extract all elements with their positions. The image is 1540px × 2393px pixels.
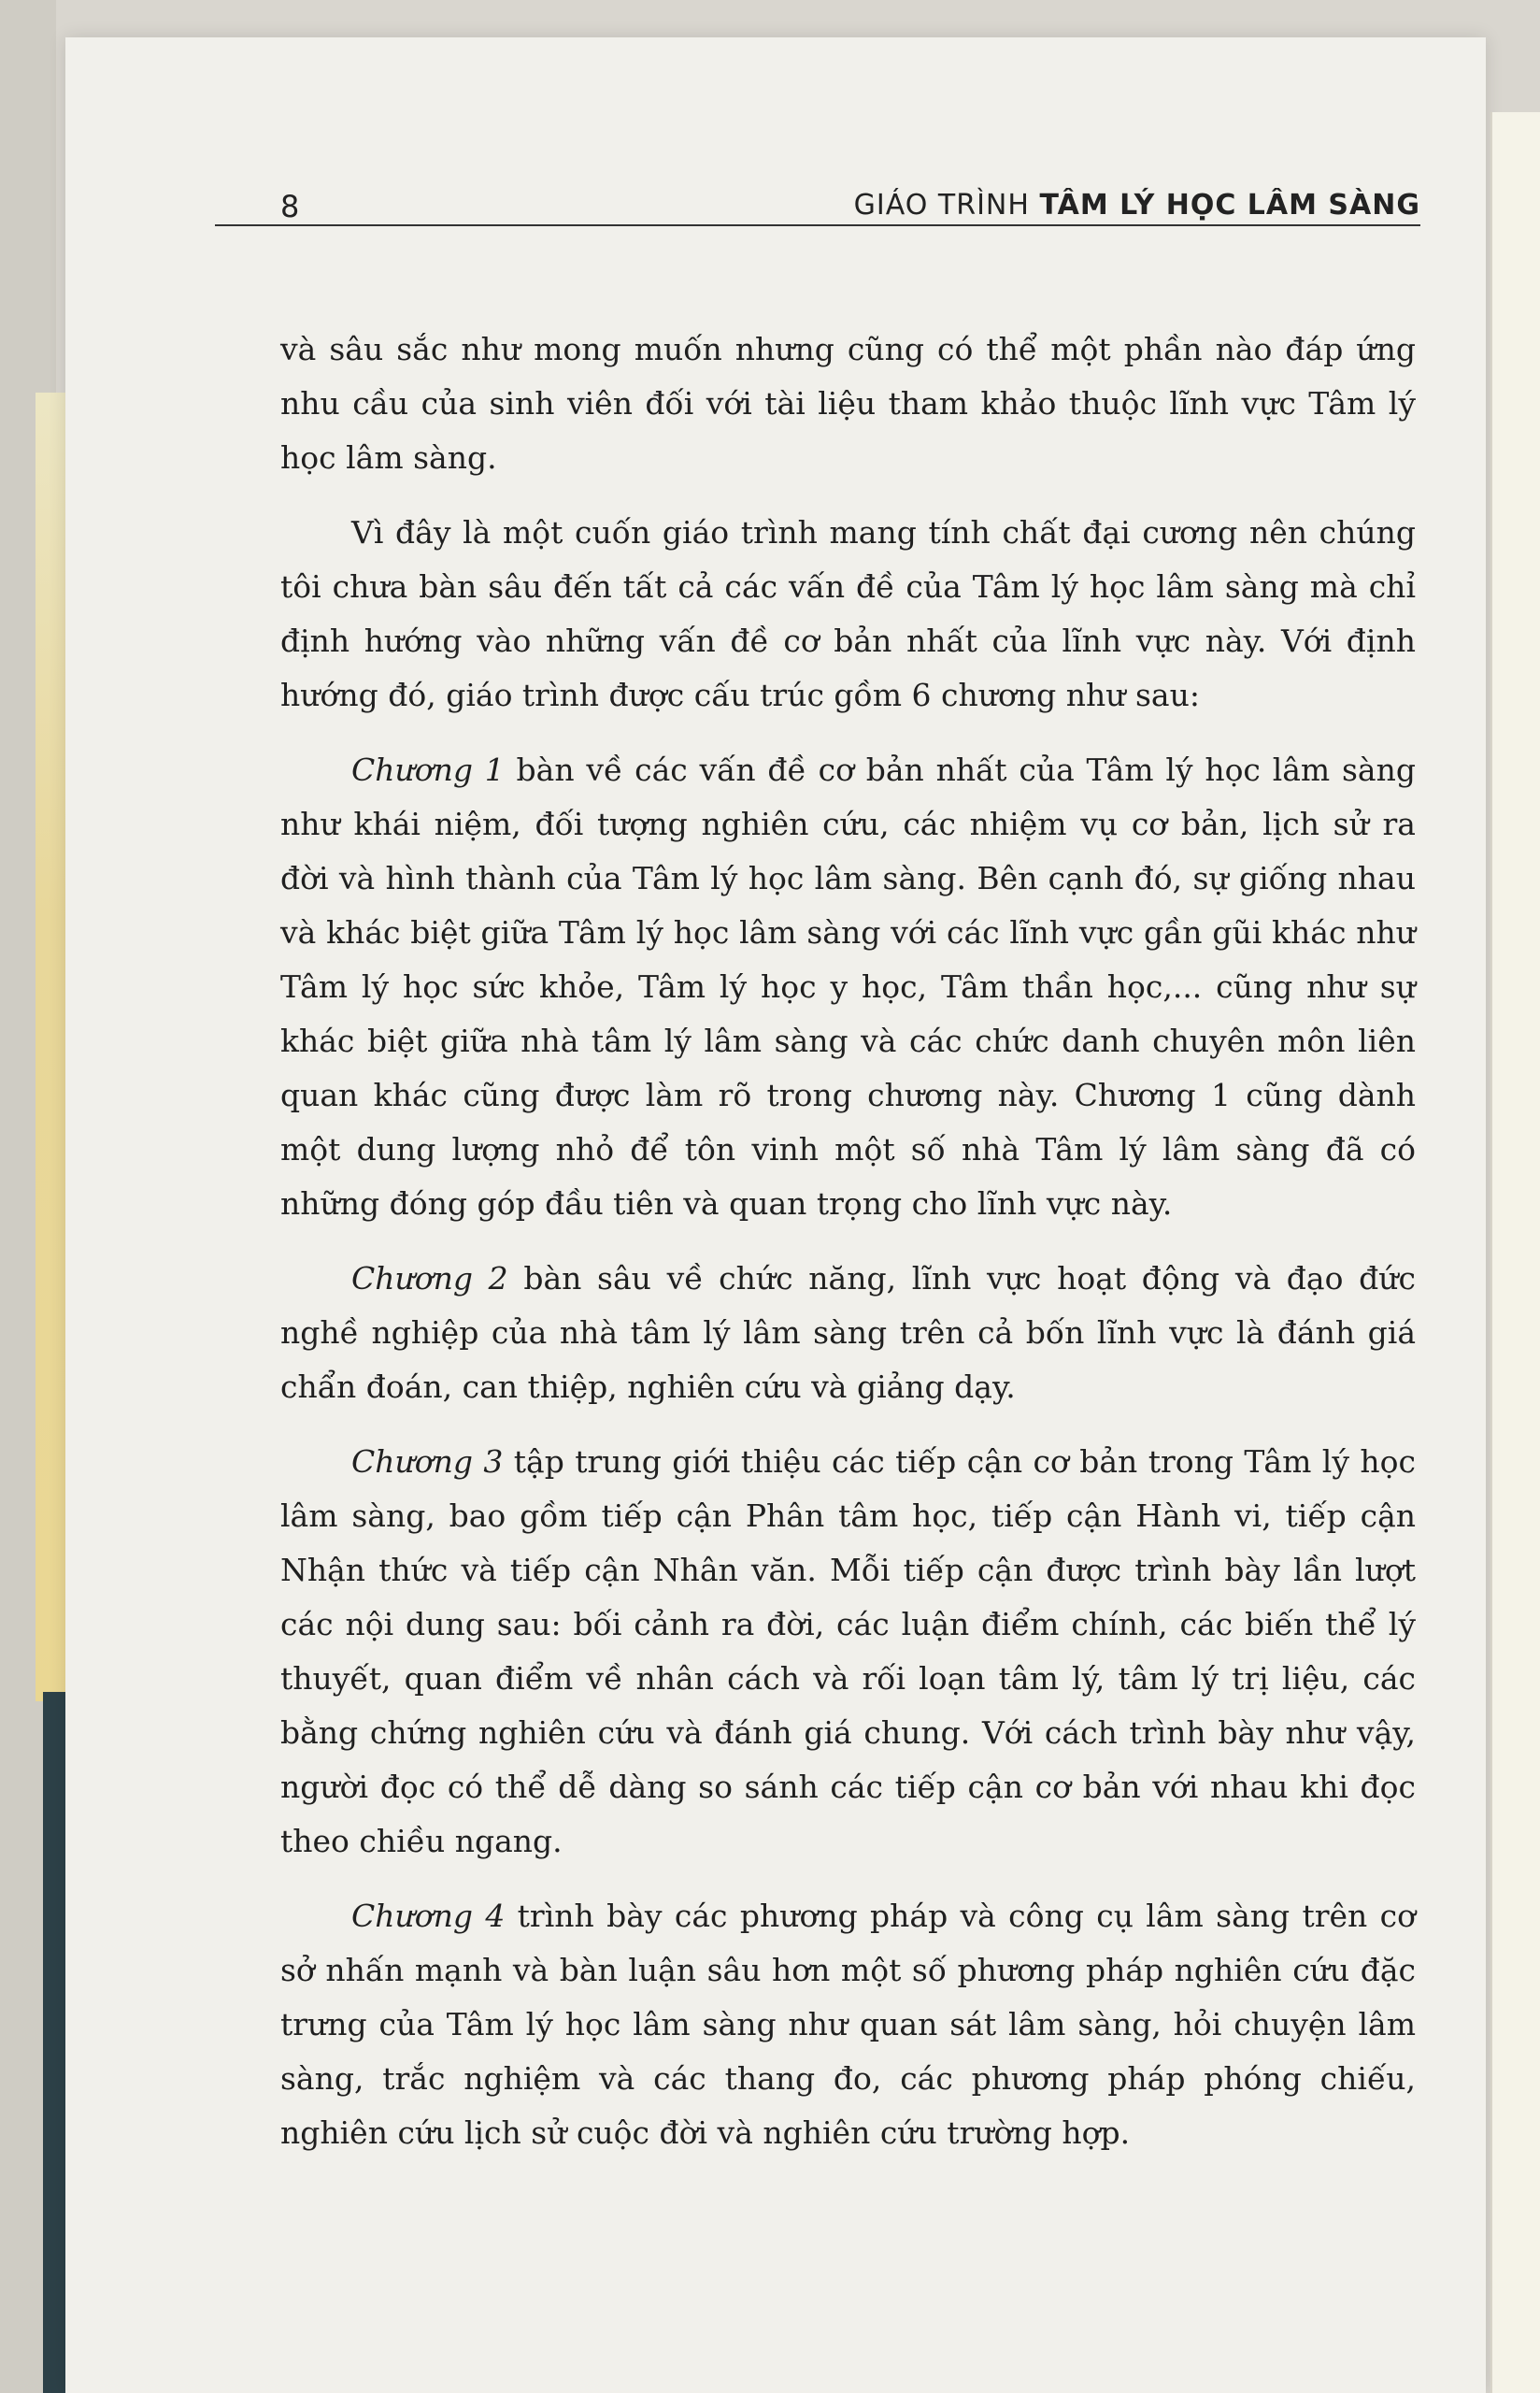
paragraph <box>280 1252 1416 1414</box>
page-number: 8 <box>280 189 300 224</box>
next-page-edge <box>1490 112 1540 2393</box>
paragraph <box>280 322 1416 485</box>
paragraph-text: Vì đây là một cuốn giáo trình mang tính chất đại cương nên chúng tôi chưa bàn sâu đến tất cả các vấn đề của Tâm lý học lâm sàng mà chỉ định hướng vào những vấn đề cơ bản nhất của lĩnh vực này. Với định hướng đó, giáo trình được cấu trúc gồm 6 chương như sau: <box>280 514 1416 713</box>
paragraph <box>280 743 1416 1231</box>
paragraph <box>280 506 1416 723</box>
running-title <box>854 189 1420 222</box>
page-header <box>215 150 1420 226</box>
paragraph-text: trình bày các phương pháp và công cụ lâm sàng trên cơ sở nhấn mạnh và bàn luận sâu hơn một số phương pháp nghiên cứu đặc trưng của Tâm lý học lâm sàng như quan sát lâm sàng, hỏi chuyện lâm sàng, trắc nghiệm và các thang đo, các phương pháp phóng chiếu, nghiên cứu lịch sử cuộc đời và nghiên cứu trường hợp. <box>280 1898 1416 2151</box>
chapter-lead: Chương 2 <box>351 1260 508 1297</box>
paragraph-text: tập trung giới thiệu các tiếp cận cơ bản trong Tâm lý học lâm sàng, bao gồm tiếp cận Phân tâm học, tiếp cận Hành vi, tiếp cận Nhận thức và tiếp cận Nhân văn. Mỗi tiếp cận được trình bày lần lượt các nội dung sau: bối cảnh ra đời, các luận điểm chính, các biến thể lý thuyết, quan điểm về nhân cách và rối loạn tâm lý, tâm lý trị liệu, các bằng chứng nghiên cứu và đánh giá chung. Với cách trình bày như vậy, người đọc có thể dễ dàng so sánh các tiếp cận cơ bản với nhau khi đọc theo chiều ngang. <box>280 1443 1416 1859</box>
body-text <box>280 322 1416 2181</box>
paragraph-text: bàn sâu về chức năng, lĩnh vực hoạt động và đạo đức nghề nghiệp của nhà tâm lý lâm sàng trên cả bốn lĩnh vực là đánh giá chẩn đoán, can thiệp, nghiên cứu và giảng dạy. <box>280 1260 1416 1405</box>
chapter-lead: Chương 1 <box>351 752 505 788</box>
paragraph-text: và sâu sắc như mong muốn nhưng cũng có thể một phần nào đáp ứng nhu cầu của sinh viên đối với tài liệu tham khảo thuộc lĩnh vực Tâm lý học lâm sàng. <box>280 331 1416 476</box>
running-title-prefix: GIÁO TRÌNH <box>853 189 1030 222</box>
paragraph-text: bàn về các vấn đề cơ bản nhất của Tâm lý học lâm sàng như khái niệm, đối tượng nghiên cứu, các nhiệm vụ cơ bản, lịch sử ra đời và hình thành của Tâm lý học lâm sàng. Bên cạnh đó, sự giống nhau và khác biệt giữa Tâm lý học lâm sàng với các lĩnh vực gần gũi khác như Tâm lý học sức khỏe, Tâm lý học y học, Tâm thần học,... cũng như sự khác biệt giữa nhà tâm lý lâm sàng và các chức danh chuyên môn liên quan khác cũng được làm rõ trong chương này. Chương 1 cũng dành một dung lượng nhỏ để tôn vinh một số nhà Tâm lý lâm sàng đã có những đóng góp đầu tiên và quan trọng cho lĩnh vực này. <box>280 752 1416 1222</box>
chapter-lead: Chương 4 <box>351 1898 506 1934</box>
chapter-lead: Chương 3 <box>351 1443 504 1480</box>
paragraph <box>280 1435 1416 1869</box>
running-title-bold: TÂM LÝ HỌC LÂM SÀNG <box>1039 189 1420 222</box>
paragraph <box>280 1889 1416 2160</box>
